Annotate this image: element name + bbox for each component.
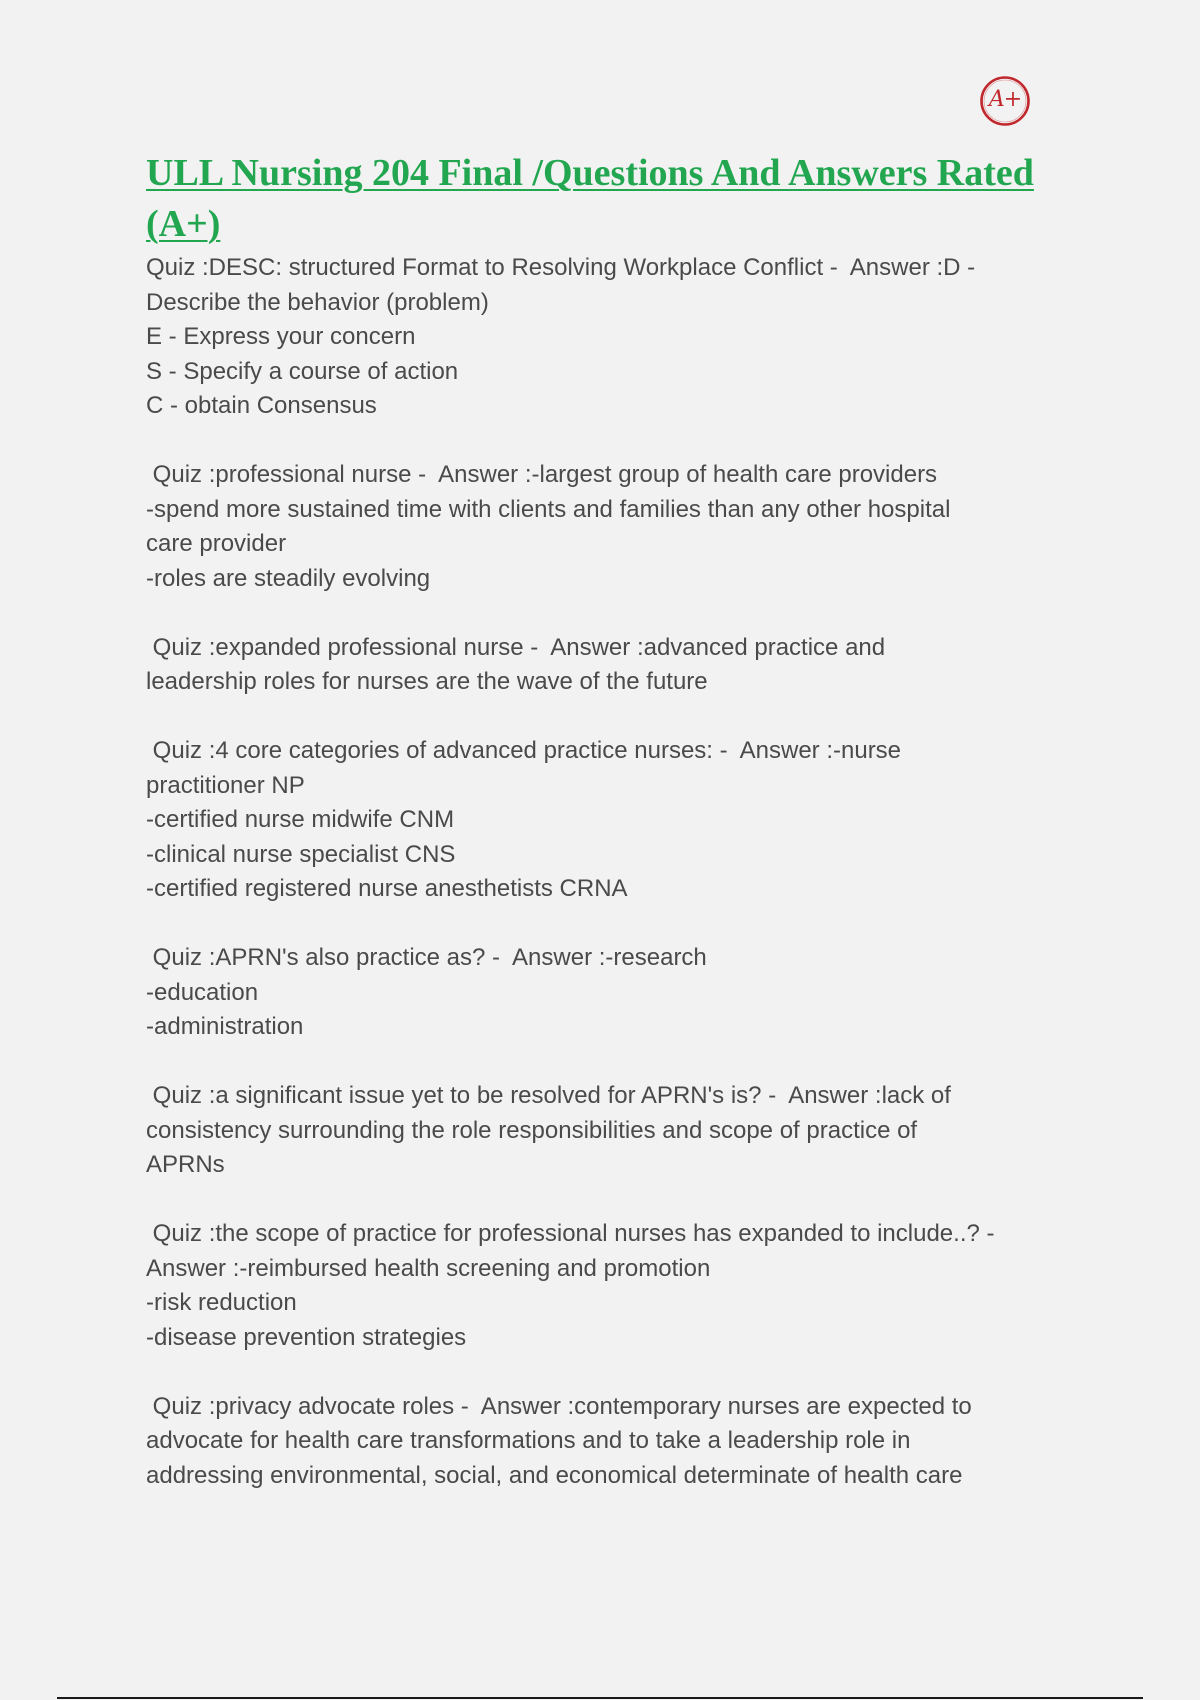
qa-line: S - Specify a course of action: [146, 357, 459, 385]
qa-line: Quiz :4 core categories of advanced practice nurses: - Answer :-nurse: [146, 737, 902, 764]
qa-line: Answer :-reimbursed health screening and promotion: [146, 1254, 711, 1282]
qa-line: Quiz :a significant issue yet to be resolved for APRN's is? - Answer :lack of: [146, 1082, 951, 1109]
page-bottom-divider: [57, 1697, 1143, 1699]
qa-item: [146, 458, 1066, 596]
qa-line: -spend more sustained time with clients and families than any other hospital: [146, 495, 951, 523]
qa-line: Quiz :expanded professional nurse - Answer :advanced practice and: [146, 633, 886, 661]
qa-line: -education: [146, 978, 259, 1006]
qa-line: -risk reduction: [146, 1289, 297, 1316]
qa-line: -disease prevention strategies: [146, 1323, 467, 1351]
qa-line: APRNs: [146, 1151, 225, 1178]
qa-line: Quiz :privacy advocate roles - Answer :contemporary nurses are expected to: [146, 1392, 972, 1420]
qa-line: Quiz :DESC: structured Format to Resolving Workplace Conflict - Answer :D -: [146, 254, 976, 281]
qa-line: practitioner NP: [146, 771, 305, 799]
qa-item: [146, 251, 1066, 424]
grade-badge-label: A+: [988, 87, 1022, 112]
qa-item: [146, 734, 1066, 907]
qa-line: C - obtain Consensus: [146, 392, 377, 419]
qa-line: -clinical nurse specialist CNS: [146, 840, 456, 868]
qa-line: care provider: [146, 530, 287, 557]
qa-line: addressing environmental, social, and economical determinate of health care: [146, 1461, 963, 1489]
qa-line: E - Express your concern: [146, 323, 416, 350]
qa-item: [146, 631, 1066, 700]
qa-line: -roles are steadily evolving: [146, 564, 431, 592]
qa-item: [146, 941, 1066, 1045]
qa-line: -administration: [146, 1013, 304, 1040]
qa-line: leadership roles for nurses are the wave of the future: [146, 668, 708, 695]
qa-item: [146, 1390, 1066, 1494]
qa-line: consistency surrounding the role responsibilities and scope of practice of: [146, 1116, 918, 1144]
qa-item: [146, 1217, 1066, 1355]
qa-line: Quiz :the scope of practice for professional nurses has expanded to include..? -: [146, 1220, 995, 1247]
qa-line: -certified registered nurse anesthetists CRNA: [146, 875, 628, 902]
document-title: ULL Nursing 204 Final /Questions And Answers Rated (A+): [146, 152, 1034, 245]
qa-line: Quiz :professional nurse - Answer :-largest group of health care providers: [146, 461, 938, 488]
qa-list: [146, 251, 1066, 1528]
qa-line: Quiz :APRN's also practice as? - Answer :-research: [146, 944, 707, 971]
qa-line: Describe the behavior (problem): [146, 288, 489, 316]
a-plus-grade-stamp-icon: [979, 75, 1031, 127]
qa-item: [146, 1079, 1066, 1183]
qa-line: -certified nurse midwife CNM: [146, 806, 455, 833]
qa-line: advocate for health care transformations and to take a leadership role in: [146, 1427, 911, 1454]
